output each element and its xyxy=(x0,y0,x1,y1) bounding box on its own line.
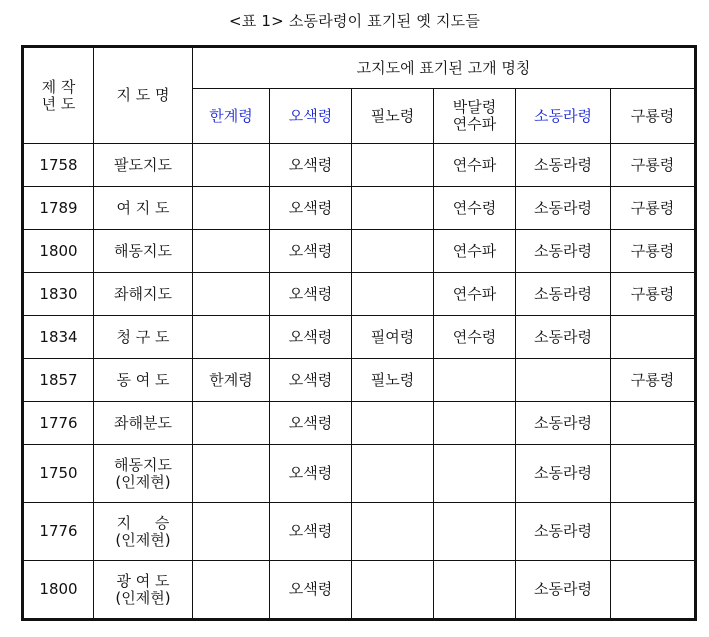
cell-pass-4 xyxy=(516,359,611,402)
table-row xyxy=(23,187,696,230)
map-name-line: 해동지도 xyxy=(114,241,172,260)
cell-pass-2 xyxy=(352,187,434,230)
cell-pass-2 xyxy=(352,144,434,187)
cell-pass-5 xyxy=(611,503,696,561)
cell-pass-2 xyxy=(352,230,434,273)
cell-pass-1: 오색령 xyxy=(270,561,352,620)
cell-year: 1789 xyxy=(23,187,94,230)
map-name-line: (인제현) xyxy=(115,530,171,549)
cell-year: 1834 xyxy=(23,316,94,359)
cell-pass-5: 구룡령 xyxy=(611,187,696,230)
cell-pass-0 xyxy=(193,230,270,273)
cell-pass-5 xyxy=(611,561,696,620)
cell-pass-3: 연수파 xyxy=(434,230,516,273)
map-name-line: 광 여 도 xyxy=(116,571,170,590)
cell-pass-1: 오색령 xyxy=(270,503,352,561)
cell-map-name xyxy=(94,561,193,620)
cell-pass-4: 소동라령 xyxy=(516,402,611,445)
cell-pass-2: 필여령 xyxy=(352,316,434,359)
cell-pass-1: 오색령 xyxy=(270,144,352,187)
cell-pass-5: 구룡령 xyxy=(611,230,696,273)
header-pass-label: 한계령 xyxy=(209,106,253,125)
cell-map-name xyxy=(94,230,193,273)
cell-pass-0 xyxy=(193,445,270,503)
cell-pass-2 xyxy=(352,503,434,561)
header-pass-0 xyxy=(193,89,270,144)
header-year-line-1: 제 작 xyxy=(41,77,76,96)
cell-pass-0 xyxy=(193,316,270,359)
cell-pass-0 xyxy=(193,273,270,316)
table-body xyxy=(23,144,696,620)
cell-pass-0 xyxy=(193,561,270,620)
table-caption: <표 1> 소동라령이 표기된 옛 지도들 xyxy=(228,12,481,30)
header-pass-1 xyxy=(270,89,352,144)
cell-pass-0 xyxy=(193,187,270,230)
cell-pass-5: 구룡령 xyxy=(611,144,696,187)
cell-map-name xyxy=(94,273,193,316)
header-pass-2 xyxy=(352,89,434,144)
map-name-line: (인제현) xyxy=(115,472,171,491)
header-map-name xyxy=(94,47,193,144)
cell-pass-4: 소동라령 xyxy=(516,230,611,273)
cell-pass-4: 소동라령 xyxy=(516,503,611,561)
cell-pass-0 xyxy=(193,402,270,445)
cell-year: 1857 xyxy=(23,359,94,402)
cell-pass-4: 소동라령 xyxy=(516,316,611,359)
header-pass-5 xyxy=(611,89,696,144)
cell-year: 1830 xyxy=(23,273,94,316)
cell-map-name xyxy=(94,402,193,445)
header-row-group xyxy=(23,47,696,89)
table-row xyxy=(23,316,696,359)
cell-pass-5 xyxy=(611,316,696,359)
header-pass-group xyxy=(193,47,696,89)
header-pass-label: 연수파 xyxy=(452,115,497,133)
cell-year: 1776 xyxy=(23,503,94,561)
old-maps-table xyxy=(21,45,697,621)
cell-pass-1: 오색령 xyxy=(270,445,352,503)
cell-pass-0 xyxy=(193,144,270,187)
header-pass-label: 구룡령 xyxy=(630,106,675,125)
map-name-line: 청 구 도 xyxy=(116,327,170,346)
cell-pass-1: 오색령 xyxy=(270,273,352,316)
cell-pass-3: 연수파 xyxy=(434,144,516,187)
header-pass-label: 오색령 xyxy=(288,106,333,125)
cell-pass-1: 오색령 xyxy=(270,230,352,273)
cell-pass-1: 오색령 xyxy=(270,187,352,230)
cell-pass-4: 소동라령 xyxy=(516,445,611,503)
table-row xyxy=(23,402,696,445)
cell-map-name xyxy=(94,503,193,561)
cell-pass-2 xyxy=(352,561,434,620)
table-row xyxy=(23,445,696,503)
cell-year: 1800 xyxy=(23,230,94,273)
cell-pass-4: 소동라령 xyxy=(516,144,611,187)
cell-map-name xyxy=(94,144,193,187)
cell-pass-0 xyxy=(193,503,270,561)
map-name-line: 팔도지도 xyxy=(114,155,172,174)
cell-pass-5: 구룡령 xyxy=(611,273,696,316)
cell-pass-5: 구룡령 xyxy=(611,359,696,402)
map-name-line: 동 여 도 xyxy=(116,370,170,389)
cell-pass-3 xyxy=(434,359,516,402)
map-name-line: (인제현) xyxy=(115,588,171,607)
table-row xyxy=(23,359,696,402)
header-pass-label: 박달령 xyxy=(452,98,497,116)
cell-year: 1776 xyxy=(23,402,94,445)
cell-pass-4: 소동라령 xyxy=(516,273,611,316)
cell-map-name xyxy=(94,187,193,230)
header-year xyxy=(23,47,94,144)
cell-year: 1750 xyxy=(23,445,94,503)
cell-year: 1800 xyxy=(23,561,94,620)
map-name-line: 좌해지도 xyxy=(114,284,172,303)
map-name-line: 좌해분도 xyxy=(114,413,172,432)
map-name-line: 여 지 도 xyxy=(116,198,170,217)
cell-pass-3: 연수령 xyxy=(434,187,516,230)
header-pass-4 xyxy=(516,89,611,144)
cell-pass-2 xyxy=(352,273,434,316)
cell-pass-1: 오색령 xyxy=(270,316,352,359)
header-pass-3 xyxy=(434,89,516,144)
cell-map-name xyxy=(94,445,193,503)
cell-pass-3 xyxy=(434,445,516,503)
cell-pass-2 xyxy=(352,402,434,445)
map-name-line: 해동지도 xyxy=(114,455,172,474)
table-row xyxy=(23,273,696,316)
header-year-line-2: 년 도 xyxy=(41,94,76,113)
cell-pass-3: 연수파 xyxy=(434,273,516,316)
cell-pass-2 xyxy=(352,445,434,503)
cell-pass-3: 연수령 xyxy=(434,316,516,359)
table-row xyxy=(23,230,696,273)
cell-pass-3 xyxy=(434,402,516,445)
cell-pass-5 xyxy=(611,445,696,503)
header-pass-group-label: 고지도에 표기된 고개 명칭 xyxy=(356,58,531,77)
map-name-line: 지 승 xyxy=(116,513,170,532)
cell-pass-3 xyxy=(434,561,516,620)
cell-pass-3 xyxy=(434,503,516,561)
cell-pass-4: 소동라령 xyxy=(516,187,611,230)
cell-pass-0: 한계령 xyxy=(193,359,270,402)
table-row xyxy=(23,561,696,620)
cell-pass-5 xyxy=(611,402,696,445)
cell-pass-1: 오색령 xyxy=(270,402,352,445)
cell-year: 1758 xyxy=(23,144,94,187)
cell-pass-4: 소동라령 xyxy=(516,561,611,620)
cell-map-name xyxy=(94,359,193,402)
table-row xyxy=(23,144,696,187)
header-pass-label: 필노령 xyxy=(370,106,415,125)
header-pass-label: 소동라령 xyxy=(534,106,592,125)
cell-pass-2: 필노령 xyxy=(352,359,434,402)
cell-map-name xyxy=(94,316,193,359)
cell-pass-1: 오색령 xyxy=(270,359,352,402)
header-map-name-label: 지 도 명 xyxy=(116,86,170,104)
table-row xyxy=(23,503,696,561)
